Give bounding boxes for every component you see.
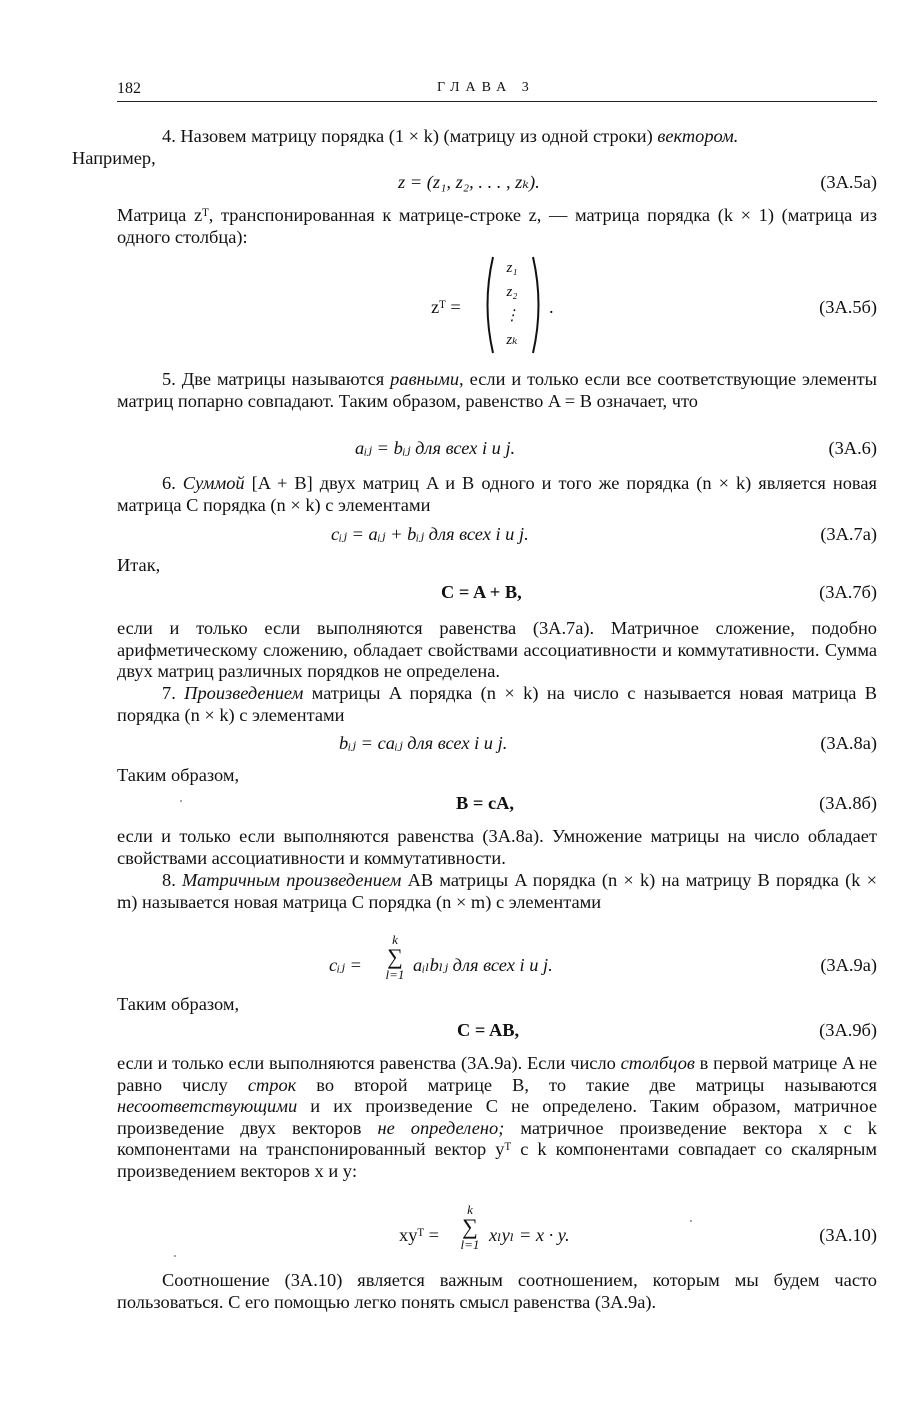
equation-number: (3A.10) (819, 1225, 877, 1245)
conclusion-text: в первой матрице A не равно числу (117, 1053, 877, 1095)
item4-transpose-text: Матрица zᵀ, транспонированная к матрице-строке z, — матрица порядка (k × 1) (матрица из одного столбца): (117, 205, 877, 247)
conclusion-text: матричное произведение вектора x с k компонентами на транспонированный вектор yᵀ с k компонентами совпадает со скалярным произведением векторов x и y: (117, 1117, 877, 1181)
equation-3A10 (117, 1203, 877, 1261)
item8-paragraph (117, 870, 877, 913)
equation-3A9b (117, 1020, 877, 1044)
item4-term: вектором. (657, 126, 739, 146)
equation-3A7a (117, 524, 877, 548)
item4-text: 4. Назовем матрицу порядка (1 × k) (матрицу из одной строки) (162, 126, 658, 146)
equation-rhs: aᵢₗbₗⱼ для всех i и j. (413, 955, 553, 975)
equation-body: z = (z₁, z₂, . . . , zₖ). (398, 172, 540, 192)
item8-term: Матричным произведением (182, 870, 402, 890)
item5-text: 5. Две матрицы называются (162, 369, 391, 389)
page-number: 182 (117, 80, 141, 97)
item7-paragraph (117, 683, 877, 726)
equation-3A8a (117, 733, 877, 757)
equation-body: cᵢⱼ = aᵢⱼ + bᵢⱼ для всех i и j. (331, 524, 529, 544)
equation-number: (3A.8a) (820, 733, 877, 753)
item5-text-cont: если и только если все соответствующие элементы матриц попарно совпадают. Таким образом, равенство A = B означает, что (117, 369, 877, 411)
equation-body: C = A + B, (441, 582, 522, 602)
equation-period: . (549, 297, 554, 317)
equation-rhs: xₗyₗ = x · y. (489, 1225, 570, 1245)
item7-term: Произведением (184, 683, 304, 703)
equation-number: (3A.9б) (819, 1020, 877, 1040)
item6-paragraph (117, 473, 877, 516)
item8-conclusion (117, 1053, 877, 1182)
equation-3A9a (117, 933, 877, 991)
vector-item: zₖ (506, 332, 518, 348)
vector-item: z₁ (506, 260, 518, 276)
term-nonconforming: несоответствующими (117, 1096, 298, 1116)
equation-3A6 (117, 438, 877, 462)
right-paren (531, 255, 545, 355)
sum-lower-limit: l=1 (460, 1237, 480, 1252)
item6-conclusion: если и только если выполняются равенства (3A.7a). Матричное сложение, подобно арифметическому сложению, обладает свойствами ассоциативности и коммутативности. Сумма двух матриц различных порядков не определена. (117, 618, 877, 681)
item7-number: 7. (162, 683, 185, 703)
equation-number: (3A.7a) (820, 524, 877, 544)
equation-number: (3A.5a) (820, 172, 877, 192)
equation-3A8b (117, 793, 877, 817)
equation-3A5a (117, 172, 877, 196)
equation-body: aᵢⱼ = bᵢⱼ для всех i и j. (355, 438, 516, 458)
item5-term: равными, (390, 369, 464, 389)
equation-number: (3A.7б) (819, 582, 877, 602)
page-header (117, 80, 877, 102)
closing-paragraph: Соотношение (3A.10) является важным соотношением, которым мы будем часто пользоваться. С его помощью легко понять смысл равенства (3A.9a). (117, 1270, 877, 1312)
conclusion-text: если и только если выполняются равенства (3A.9a). Если число (117, 1053, 621, 1073)
vector-item: z₂ (506, 284, 518, 300)
column-vector-items (501, 257, 523, 353)
item7-so: Таким образом, (117, 765, 240, 785)
equation-lhs: cᵢⱼ = (329, 955, 362, 975)
sum-lower-limit: l=1 (385, 967, 405, 982)
term-undefined: не определено; (377, 1117, 505, 1138)
equation-3A5b (117, 255, 877, 358)
item7-conclusion: если и только если выполняются равенства (3A.8a). Умножение матрицы на число обладает свойствами ассоциативности и коммутативности. (117, 826, 877, 868)
summation (457, 1203, 483, 1251)
sum-sigma: ∑ (462, 1214, 478, 1239)
equation-body: C = AB, (457, 1020, 520, 1040)
conclusion-text: во второй матрице B, то такие две матрицы называются (296, 1074, 877, 1095)
equation-body: bᵢⱼ = caᵢⱼ для всех i и j. (339, 733, 508, 753)
item8-text: AB матрицы A порядка (n × k) на матрицу B порядка (k × m) называется новая матрица C порядка (n × m) с элементами (117, 870, 877, 912)
item6-text: [A + B] двух матриц A и B одного и того же порядка (n × k) является новая матрица C порядка (n × k) с элементами (117, 473, 877, 515)
term-columns: столбцов (620, 1053, 695, 1073)
equation-number: (3A.5б) (819, 297, 877, 317)
equation-number: (3A.9a) (820, 955, 877, 975)
term-rows: строк (247, 1074, 297, 1095)
equation-lhs: xyᵀ = (399, 1225, 440, 1245)
item6-number: 6. (162, 473, 183, 493)
chapter-title: ГЛАВА 3 (437, 80, 535, 95)
item4-example: Например, (72, 147, 156, 168)
vector-item: ⋮ (504, 308, 520, 324)
equation-3A7b (117, 582, 877, 606)
item7-text: матрицы A порядка (n × k) на число c называется новая матрица B порядка (n × k) с элементами (117, 683, 878, 725)
equation-lhs: zᵀ = (431, 297, 461, 317)
item8-number: 8. (162, 870, 183, 890)
equation-number: (3A.6) (828, 438, 877, 458)
header-rule (117, 101, 877, 102)
conclusion-text: и их произведение C не определено. Таким образом, матричное произведение двух векторов (117, 1096, 877, 1138)
item6-term: Суммой (182, 473, 245, 493)
item6-so: Итак, (117, 555, 161, 575)
left-paren (481, 255, 495, 355)
sum-sigma: ∑ (387, 944, 403, 969)
equation-number: (3A.8б) (819, 793, 877, 813)
item4-paragraph (72, 126, 877, 169)
item8-so: Таким образом, (117, 994, 240, 1014)
equation-body: B = cA, (456, 793, 514, 813)
sum-upper-limit: k (392, 932, 398, 947)
sum-upper-limit: k (467, 1202, 473, 1217)
summation (382, 933, 408, 981)
item5-paragraph (117, 369, 877, 412)
